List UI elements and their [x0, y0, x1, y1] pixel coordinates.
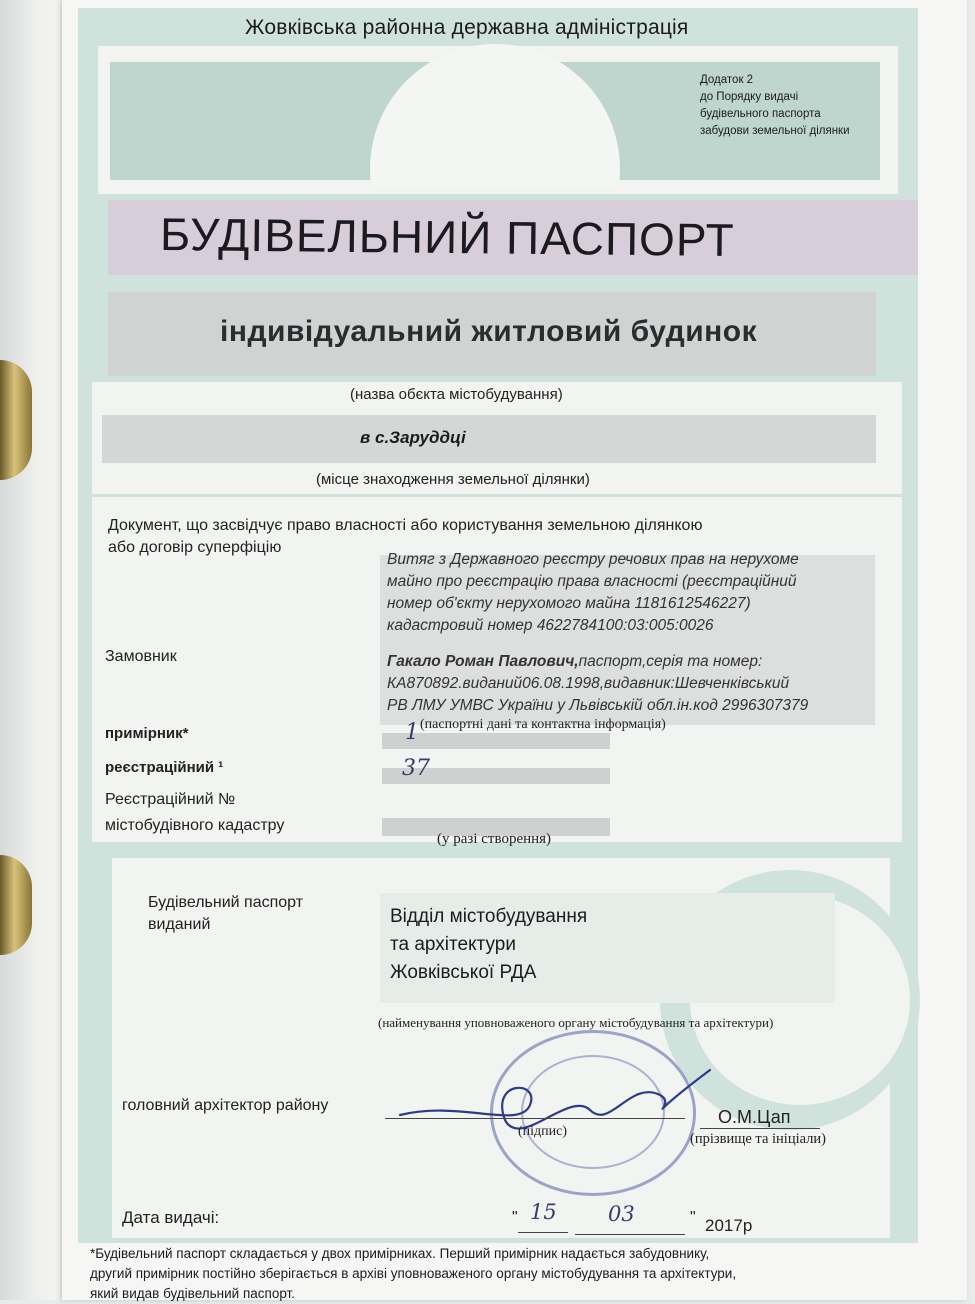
object-location: в с.Заруддці: [360, 428, 466, 447]
customer-caption: (паспортні дані та контактна інформація): [420, 717, 666, 732]
cadastre-label-line2: містобудівного кадастру: [105, 817, 285, 834]
customer-value-line: [387, 651, 867, 673]
date-month: 03: [608, 1202, 635, 1226]
customer-value-line: РВ ЛМУ УМВС України у Львівській обл.ін.код 2996307379: [387, 697, 809, 714]
customer-value-line: КА870892.виданий06.08.1998,видавник:Шевченківський: [387, 675, 790, 692]
appendix-line: до Порядку видачі: [700, 91, 799, 103]
customer-name: Гакало Роман Павлович,: [387, 653, 579, 670]
date-quote: ": [512, 1209, 518, 1226]
signature-line: [385, 1118, 685, 1119]
ownership-value-line: Витяг з Державного реєстру речових прав на нерухоме: [387, 551, 799, 568]
customer-label: Замовник: [105, 648, 177, 665]
customer-passport: паспорт,серія та номер:: [578, 653, 763, 670]
signatory-name: О.М.Цап: [718, 1107, 791, 1127]
customer-value: [387, 651, 867, 717]
copy-label: примірник*: [105, 725, 189, 742]
signature-caption: (підпис): [518, 1124, 568, 1139]
name-line: [700, 1128, 820, 1129]
appendix-line: забудови земельної ділянки: [700, 125, 850, 137]
footnote-line: другий примірник постійно зберігається в архіві уповноваженого органу містобудування та архітектури,: [90, 1266, 737, 1281]
issued-label-line2: виданий: [148, 916, 211, 933]
appendix-line: будівельного паспорта: [700, 108, 821, 120]
location-caption: (місце знаходження земельної ділянки): [316, 471, 590, 488]
signatory-caption: (прізвище та ініціали): [690, 1131, 826, 1147]
copy-value: 1: [405, 720, 419, 745]
registration-label: реєстраційний ¹: [105, 759, 224, 776]
date-label: Дата видачі:: [122, 1208, 220, 1227]
date-day: 15: [530, 1200, 557, 1224]
signature-label: головний архітектор району: [122, 1097, 329, 1114]
authority-name: Жовківська районна державна адміністрація: [245, 16, 689, 39]
date-month-line: [575, 1234, 685, 1235]
ownership-value: [387, 549, 867, 637]
issued-label-line1: Будівельний паспорт: [148, 894, 304, 911]
issuer-line: Жовківської РДА: [390, 962, 537, 983]
date-year: 2017р: [705, 1216, 753, 1235]
binder-ring: [0, 360, 32, 480]
date-day-line: [518, 1232, 568, 1233]
registration-value: 37: [402, 756, 430, 781]
ownership-label-line1: Документ, що засвідчує право власності або користування земельною ділянкою: [108, 517, 703, 534]
document-title: БУДІВЕЛЬНИЙ ПАСПОРТ: [159, 207, 735, 267]
footnote-line: *Будівельний паспорт складається у двох примірниках. Перший примірник надається забудовнику,: [90, 1246, 710, 1261]
cadastre-label-line1: Реєстраційний №: [105, 791, 236, 808]
footnote: [90, 1244, 870, 1304]
date-quote: ": [690, 1209, 696, 1226]
binder-edge: [0, 0, 60, 1300]
footnote-line: який видав будівельний паспорт.: [90, 1286, 295, 1301]
location-field: [102, 415, 876, 463]
ownership-label-line2: або договір суперфіцію: [108, 539, 282, 556]
cadastre-caption: (у разі створення): [437, 831, 552, 847]
issuer-line: та архітектури: [390, 934, 516, 955]
object-name: індивідуальний житловий будинок: [220, 315, 758, 348]
ownership-value-line: номер об'єкту нерухомого майна 1181612546227): [387, 595, 751, 612]
issuer-line: Відділ містобудування: [390, 906, 588, 927]
appendix-line: Додаток 2: [700, 74, 754, 86]
appendix-note: [700, 72, 890, 140]
object-name-caption: (назва обєкта містобудування): [350, 386, 563, 403]
issuer-caption: (найменування уповноваженого органу містобудування та архітектури): [378, 1015, 774, 1030]
ownership-value-line: кадастровий номер 4622784100:03:005:0026: [387, 617, 714, 634]
ownership-value-line: майно про реєстрацію права власності (реєстраційний: [387, 573, 797, 590]
